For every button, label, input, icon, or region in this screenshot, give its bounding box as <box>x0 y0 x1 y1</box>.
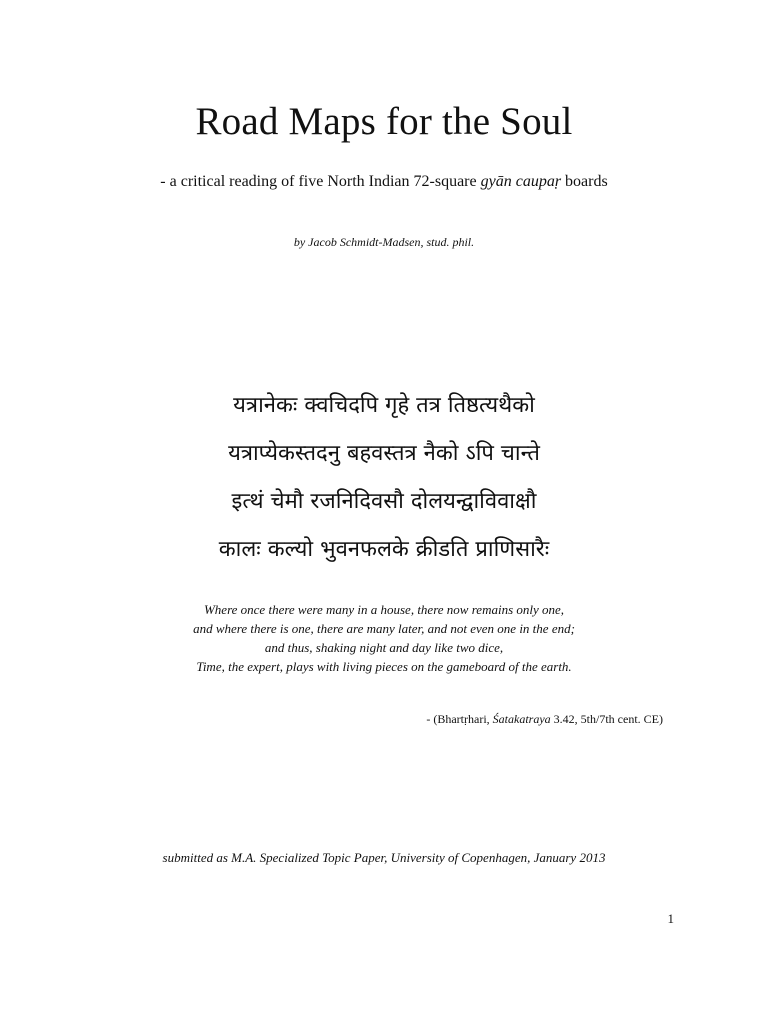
author-line: by Jacob Schmidt-Madsen, stud. phil. <box>293 235 475 249</box>
subtitle-italic-term: gyān caupaṛ <box>480 173 562 190</box>
page-title: Road Maps for the Soul <box>195 100 573 143</box>
citation-work-title: Śatakatraya <box>492 712 551 726</box>
subtitle <box>0 172 768 192</box>
verse-line-4: कालः कल्यो भुवनफलके क्रीडति प्राणिसारैः <box>218 537 550 562</box>
translation-line-3: and thus, shaking night and day like two dice, <box>264 640 504 655</box>
citation-prefix: - (Bhartṛhari, <box>426 712 493 726</box>
citation-suffix: 3.42, 5th/7th cent. CE) <box>550 712 663 726</box>
verse-citation <box>426 711 663 727</box>
sanskrit-verse <box>0 382 768 574</box>
submission-note: submitted as M.A. Specialized Topic Paper, University of Copenhagen, January 2013 <box>162 850 606 865</box>
verse-line-2: यत्राप्येकस्तदनु बहवस्तत्र नैको ऽपि चान्ते <box>228 441 540 466</box>
verse-translation <box>0 600 768 676</box>
subtitle-suffix: boards <box>561 173 608 190</box>
translation-line-4: Time, the expert, plays with living pieces on the gameboard of the earth. <box>196 659 572 674</box>
verse-line-1: यत्रानेकः क्वचिदपि गृहे तत्र तिष्ठत्यथैको <box>233 393 535 418</box>
page-number: 1 <box>667 911 674 926</box>
subtitle-text: - a critical reading of five North Indian 72-square <box>160 173 481 190</box>
translation-line-1: Where once there were many in a house, there now remains only one, <box>203 602 565 617</box>
translation-line-2: and where there is one, there are many later, and not even one in the end; <box>193 621 575 636</box>
verse-line-3: इत्थं चेमौ रजनिदिवसौ दोलयन्द्वाविवाक्षौ <box>231 489 537 514</box>
